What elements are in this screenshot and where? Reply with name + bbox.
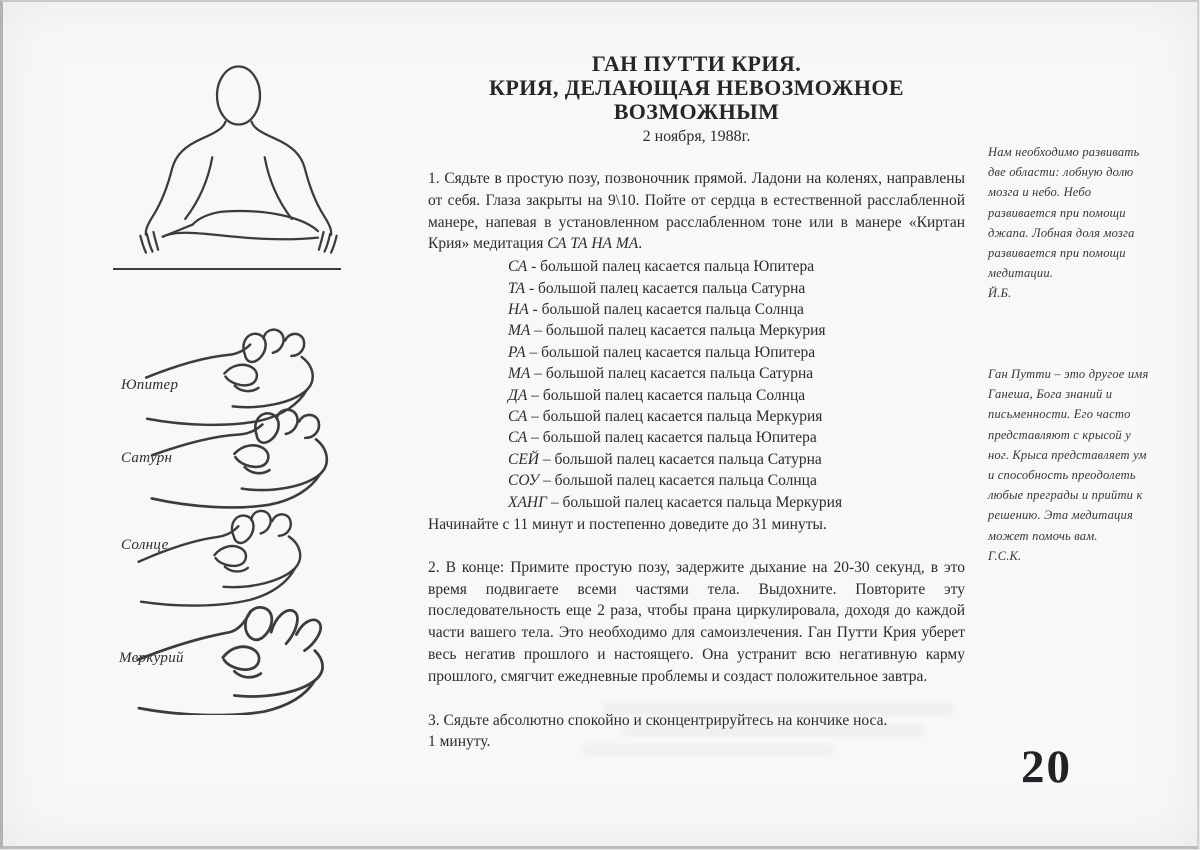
mantra-text: – большой палец касается пальца Меркурия (546, 493, 843, 511)
mudra-sun-figure (121, 507, 313, 607)
margin-note-text: Ган Путти – это другое имя Ганеша, Бога знаний и письменности. Его часто представляют с крысой у ног. Крыса представляет ум и способность преодолеть любые преграды и прийти к решению. Эта медитация может помочь вам. (988, 367, 1149, 543)
mantra-syllable: СОУ (508, 472, 540, 490)
margin-note-signature: Й.Б. (988, 286, 1012, 301)
mantra-row-12 (508, 492, 965, 513)
step-1-closing: Начинайте с 11 минут и постепенно доведите до 31 минуты. (428, 516, 827, 534)
mantra-text: – большой палец касается пальца Сатурна (530, 365, 814, 383)
mudra-jupiter-label: Юпитер (121, 377, 179, 393)
title-line-3: ВОЗМОЖНЫМ (613, 99, 780, 124)
step-1-paragraph (428, 168, 965, 255)
mantra-syllable: МА (508, 322, 531, 340)
mantra-syllable: МА (508, 365, 531, 383)
margin-note-brain-areas (988, 142, 1153, 304)
mantra-row-7 (508, 385, 965, 406)
mantra-row-1 (508, 256, 965, 277)
step-3-line-2: 1 минуту. (428, 733, 491, 751)
print-bleed-through (603, 702, 953, 716)
print-bleed-through (623, 724, 923, 737)
mantra-list (508, 256, 965, 513)
step-1-mantra: СА ТА НА МА (547, 235, 639, 253)
mantra-text: – большой палец касается пальца Меркурия (527, 408, 823, 426)
margin-note-gan-putti (988, 364, 1153, 566)
meditation-pose-figure (131, 58, 346, 263)
mantra-row-8 (508, 406, 965, 427)
mantra-syllable: СА (508, 258, 528, 276)
margin-note-signature: Г.С.К. (988, 548, 1022, 563)
step-1-period: . (638, 235, 643, 253)
mantra-syllable: ТА (508, 279, 526, 297)
mantra-syllable: СА (508, 429, 528, 447)
step-1-text: 1. Сядьте в простую позу, позвоночник прямой. Ладони на коленях, направлены от себя. Глаза закрыты на 9\10. Пойте от сердца в естественной расслабленной манере, напевая в установленном расслабленном тоне или в манере «Киртан Крия» медитация (428, 170, 965, 253)
document-date: 2 ноября, 1988г. (642, 128, 751, 145)
mantra-syllable: СЕЙ (508, 450, 539, 468)
mantra-text: – большой палец касается пальца Солнца (539, 472, 817, 490)
mantra-text: – большой палец касается пальца Меркурия (530, 322, 826, 340)
mantra-text: - большой палец касается пальца Юпитера (527, 258, 815, 276)
mantra-row-3 (508, 299, 965, 320)
title-line-1: ГАН ПУТТИ КРИЯ. (591, 51, 802, 76)
mantra-syllable: ХАНГ (508, 493, 547, 511)
step-2-paragraph: 2. В конце: Примите простую позу, задержите дыхание на 20-30 секунд, в это время подвигаете всеми частями тела. Выдохните. Повторите эту последовательность еще 2 раза, чтобы прана циркулировала, доходя до каждой части вашего тела. Это необходимо для самоизлечения. Ган Путти Крия уберет весь негатив прошлого и настоящего. Она устранит всю негативную карму прошлого, смягчит ежедневные проблемы и создаст положительное завтра. (428, 558, 965, 685)
mantra-text: – большой палец касается пальца Юпитера (527, 429, 817, 447)
mantra-syllable: НА (508, 301, 529, 318)
mantra-row-2 (508, 278, 965, 299)
margin-note-text: Нам необходимо развивать две области: лобную долю мозга и небо. Небо развивается при помощи джапа. Лобная доля мозга развивается при помощи медитации. (988, 145, 1140, 281)
mantra-text: – большой палец касается пальца Сатурна (539, 450, 822, 468)
mantra-row-4 (508, 320, 965, 341)
main-text-column (428, 52, 965, 753)
mudra-saturn-label: Сатурн (121, 450, 173, 466)
mantra-row-9 (508, 427, 965, 448)
mantra-row-6 (508, 363, 965, 384)
title-line-2: КРИЯ, ДЕЛАЮЩАЯ НЕВОЗМОЖНОЕ (489, 75, 904, 100)
mantra-row-11 (508, 470, 965, 491)
mudra-mercury-label: Меркурий (119, 650, 184, 666)
page-title (428, 52, 965, 124)
mantra-text: - большой палец касается пальца Солнца (528, 301, 804, 318)
step-3-line-1: 3. Сядьте абсолютно спокойно и сконцентрируйтесь на кончике носа. (428, 711, 888, 729)
figure-ground-line (113, 268, 341, 270)
mantra-text: - большой палец касается пальца Сатурна (525, 279, 806, 297)
mantra-text: – большой палец касается пальца Солнца (527, 386, 806, 404)
mantra-syllable: СА (508, 408, 528, 426)
mantra-syllable: РА (508, 343, 526, 361)
page-number: 20 (1021, 741, 1072, 793)
mudra-sun-label: Солнце (121, 537, 169, 553)
mantra-syllable: ДА (508, 386, 528, 404)
mantra-row-5 (508, 342, 965, 363)
print-bleed-through (583, 744, 833, 756)
mantra-row-10 (508, 449, 965, 470)
mantra-text: – большой палец касается пальца Юпитера (525, 343, 816, 361)
